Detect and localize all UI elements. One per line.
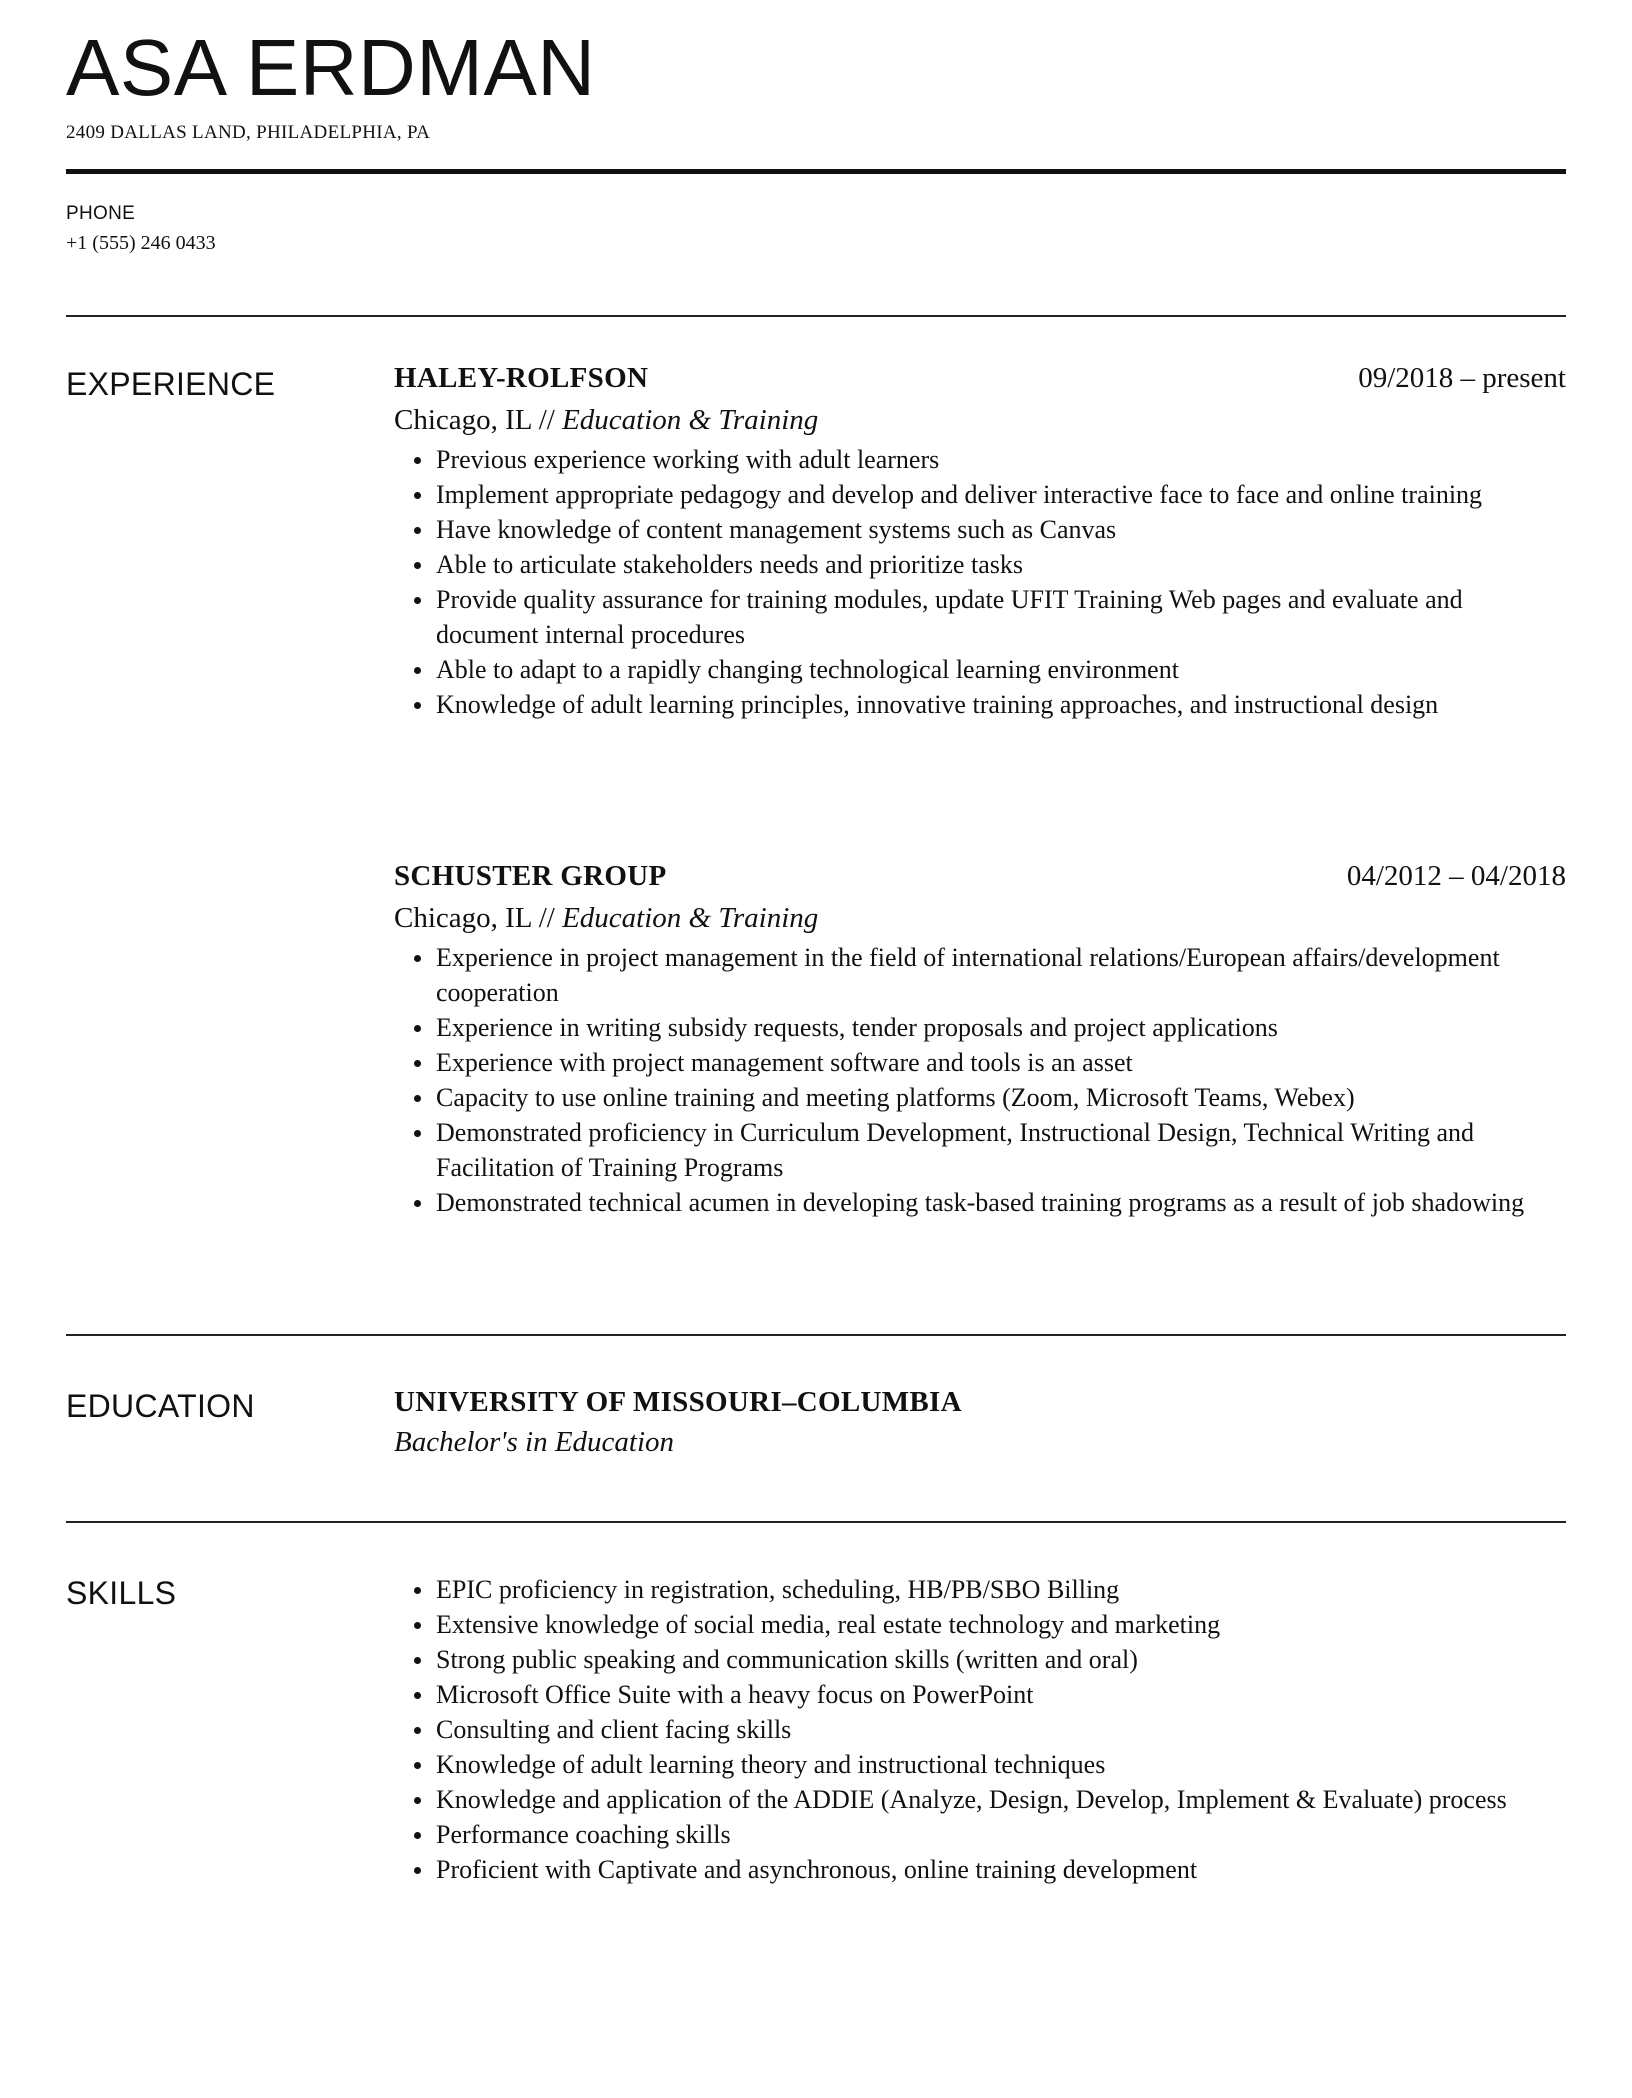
list-item: Provide quality assurance for training modules, update UFIT Training Web pages and evaluate and document internal procedures	[436, 582, 1566, 652]
list-item: Knowledge and application of the ADDIE (Analyze, Design, Develop, Implement & Evaluate) process	[436, 1782, 1566, 1817]
list-item: Have knowledge of content management systems such as Canvas	[436, 512, 1566, 547]
list-item: EPIC proficiency in registration, scheduling, HB/PB/SBO Billing	[436, 1572, 1566, 1607]
school-name: UNIVERSITY OF MISSOURI–COLUMBIA	[394, 1386, 962, 1418]
list-item: Able to adapt to a rapidly changing technological learning environment	[436, 652, 1566, 687]
location-city: Chicago, IL	[394, 902, 532, 934]
candidate-name: ASA ERDMAN	[66, 23, 596, 112]
section-divider	[66, 315, 1566, 317]
location-separator: //	[531, 404, 563, 436]
list-item: Demonstrated proficiency in Curriculum Development, Instructional Design, Technical Writing and Facilitation of Training Programs	[436, 1115, 1566, 1185]
job-dates: 09/2018 – present	[1358, 362, 1566, 394]
skills-list	[394, 1572, 1566, 1887]
location-separator: //	[531, 902, 563, 934]
job-dates: 04/2012 – 04/2018	[1346, 860, 1566, 892]
job-location	[394, 400, 1566, 440]
experience-heading: EXPERIENCE	[66, 366, 276, 402]
job-field: Education & Training	[562, 404, 819, 436]
section-divider	[66, 1521, 1566, 1523]
list-item: Strong public speaking and communication skills (written and oral)	[436, 1642, 1566, 1677]
section-divider	[66, 1334, 1566, 1336]
list-item: Experience with project management software and tools is an asset	[436, 1045, 1566, 1080]
list-item: Previous experience working with adult learners	[436, 442, 1566, 477]
experience-entry	[394, 860, 1566, 1220]
skills-heading: SKILLS	[66, 1575, 177, 1611]
degree: Bachelor's in Education	[394, 1426, 675, 1458]
list-item: Experience in project management in the field of international relations/European affairs/development cooperation	[436, 940, 1566, 1010]
job-header	[394, 362, 1566, 400]
job-location	[394, 898, 1566, 938]
company-name: SCHUSTER GROUP	[394, 860, 667, 892]
list-item: Proficient with Captivate and asynchronous, online training development	[436, 1852, 1566, 1887]
list-item: Knowledge of adult learning theory and instructional techniques	[436, 1747, 1566, 1782]
phone-label: PHONE	[66, 203, 136, 224]
list-item: Implement appropriate pedagogy and develop and deliver interactive face to face and online training	[436, 477, 1566, 512]
list-item: Extensive knowledge of social media, real estate technology and marketing	[436, 1607, 1566, 1642]
phone-number: +1 (555) 246 0433	[66, 232, 216, 254]
header-divider	[66, 169, 1566, 174]
list-item: Experience in writing subsidy requests, tender proposals and project applications	[436, 1010, 1566, 1045]
education-heading: EDUCATION	[66, 1388, 255, 1424]
location-city: Chicago, IL	[394, 404, 532, 436]
list-item: Microsoft Office Suite with a heavy focus on PowerPoint	[436, 1677, 1566, 1712]
list-item: Capacity to use online training and meeting platforms (Zoom, Microsoft Teams, Webex)	[436, 1080, 1566, 1115]
job-bullets	[394, 442, 1566, 722]
skills-list-container	[394, 1572, 1566, 1887]
education-entry	[394, 1382, 1566, 1462]
job-bullets	[394, 940, 1566, 1220]
experience-entry	[394, 362, 1566, 722]
job-header	[394, 860, 1566, 898]
address: 2409 DALLAS LAND, PHILADELPHIA, PA	[66, 122, 431, 143]
list-item: Able to articulate stakeholders needs and prioritize tasks	[436, 547, 1566, 582]
list-item: Demonstrated technical acumen in developing task-based training programs as a result of job shadowing	[436, 1185, 1566, 1220]
company-name: HALEY-ROLFSON	[394, 362, 649, 394]
list-item: Knowledge of adult learning principles, innovative training approaches, and instructional design	[436, 687, 1566, 722]
list-item: Performance coaching skills	[436, 1817, 1566, 1852]
job-field: Education & Training	[562, 902, 819, 934]
list-item: Consulting and client facing skills	[436, 1712, 1566, 1747]
